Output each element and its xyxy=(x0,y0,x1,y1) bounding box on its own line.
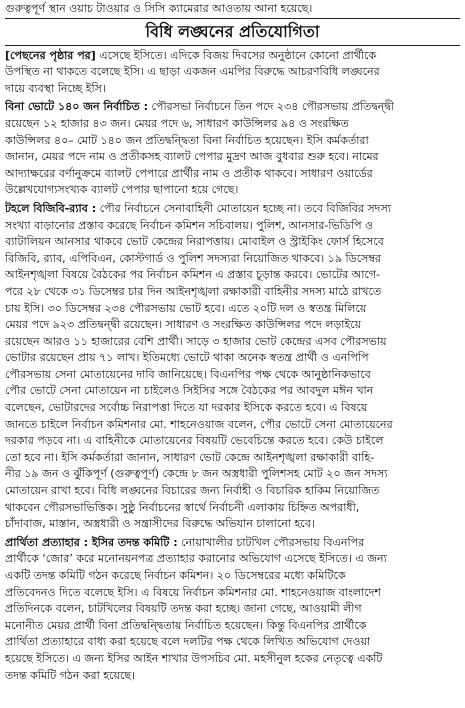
text-line: প্রতিদিনকে বলেন, চাটখিলের বিষয়টি তদন্ত করা হচ্ছে। জানা গেছে, আওয়ামী লীগ xyxy=(5,602,362,616)
article-title: বিধি লঙ্ঘনের প্রতিযোগিতা xyxy=(5,19,460,46)
text-line: তো হবে না। ইসি কর্মকর্তারা জানান, সাধারণ ভোট কেন্দ্রে আইনশৃঙ্খলা রক্ষাকারী বাহি- xyxy=(5,450,375,464)
text-line: চাঁদাবাজ, মাস্তান, অস্ত্রধারী ও সন্ত্রাসীদের বিরুদ্ধে অভিযান চালানো হবে। xyxy=(5,517,315,531)
text-line: বলেছেন, ভোটারদের সর্বোচ্চ নিরাপত্তা দিতে যা দরকার ইসিকে করতে হবে। এ বিষয়ে xyxy=(5,401,368,415)
text-line: কাউন্সিলর ৪০– মোট ১৪০ জন প্রতিদ্বন্দ্বিতা বিনা নির্বাচিত হয়েছেন। ইসি কর্মকর্তারা xyxy=(5,133,369,147)
text-line xyxy=(5,535,460,552)
text-line xyxy=(5,201,460,218)
subheading: প্রার্থিতা প্রত্যাহার : ইসির তদন্ত কমিটি : xyxy=(5,535,178,549)
text-line: আদ্যাক্ষরের বর্ণানুক্রমে ব্যালট পেপারে প্রার্থীর নাম ও প্রতীক থাকবে। সাধারণ ওয়ার্ডের xyxy=(5,166,373,180)
text-span: এসেছে ইসিতে। এদিকে বিজয় দিবসের অনুষ্ঠানে কোনো প্রার্থীকে xyxy=(95,48,377,62)
text-line: ভোটার রয়েছেন প্রায় ৭১ লাখ। ইতিমধ্যে ভোটে থাকা অনেক স্বতন্ত্র প্রার্থী ও এনপিপি xyxy=(5,351,369,365)
text-line: পরে ২৮ থেকে ৩১ ডিসেম্বর চার দিন আইনশৃঙ্খলা রক্ষাকারী বাহিনীর সদস্য মাঠে রাখতে xyxy=(5,284,382,298)
text-span: নোয়াখালীর চাটখিল পৌরসভায় বিএনপির xyxy=(177,535,365,549)
text-line: পৌরসভায় সেনা মোতায়েনের দাবি জানিয়েছে। বিএনপির পক্ষ থেকে আনুষ্ঠানিকভাবে xyxy=(5,367,371,381)
paragraph-security xyxy=(5,201,460,533)
text-line: চায় ইসি। ৩০ ডিসেম্বর ২৩৪ পৌরসভায় ভোট হবে। এতে ২০টি দল ও স্বতন্ত্র মিলিয়ে xyxy=(5,301,367,315)
text-line: পৌর ভোটে সেনা মোতায়েন না চাইলেও সিইসির সঙ্গে বৈঠকের পর আবদুল মঈন খান xyxy=(5,384,374,398)
text-line: রয়েছেন আরও ১১ হাজারের বেশি প্রার্থী। সাড়ে ৩ হাজার ভোট কেন্দ্রের এসব পৌরসভায় xyxy=(5,334,387,348)
text-span: পৌরসভা নির্বাচনে তিন পদে ২৩৪ পৌরসভায় প্রতিদ্বন্দ্বী xyxy=(148,100,394,114)
text-line: দরকার পড়বে না। এ বাহিনীকে মোতায়েনের বিষয়টি ভেবেচিন্তে করতে হবে। কেউ চাইলে xyxy=(5,434,384,448)
text-line: তদন্ত কমিটি গঠন করা হয়েছে। xyxy=(5,668,135,682)
text-line: মনোনীত মেয়র প্রার্থী বিনা প্রতিদ্বন্দ্বিতায় নির্বাচিত হয়েছেন। কিন্তু বিএনপির প্রার্থীকে xyxy=(5,618,367,632)
paragraph-uncontested xyxy=(5,99,460,199)
text-line: প্রতিবেদনও দিতে বলেছে ইসি। এ বিষয়ে নির্বাচন কমিশনার মো. শাহনেওয়াজ বাংলাদেশ xyxy=(5,585,381,599)
text-line: বিজিবি, র‍্যাব, এপিবিএন, কোস্টগার্ড ও পুলিশ সদস্যরা নিয়োজিত থাকবে। ১৯ ডিসেম্বর xyxy=(5,251,381,265)
text-line: উপস্থিত না থাকতে বলেছে ইসি। এ ছাড়া একজন এমপির বিরুদ্ধে আচরণবিধি লঙ্ঘনের xyxy=(5,65,380,79)
text-line: একটি তদন্ত কমিটি গঠন করেছে নির্বাচন কমিশন। ২০ ডিসেম্বরের মধ্যে কমিটিকে xyxy=(5,569,346,582)
text-line xyxy=(5,99,460,116)
subheading: বিনা ভোটে ১৪০ জন নির্বাচিত : xyxy=(5,100,149,114)
paragraph-withdrawal xyxy=(5,535,460,684)
text-line: রয়েছেন ১২ হাজার ৪৩ জন। মেয়র পদে ৬, সাধারণ কাউন্সিলর ৯৪ ও সংরক্ষিত xyxy=(5,116,349,130)
text-line: আইনশৃঙ্খলা বিষয়ে বৈঠকের পর নির্বাচন কমিশন এ প্রস্তাব চূড়ান্ত করবে। ভোটের আগে- xyxy=(5,268,381,282)
text-span: পৌর নির্বাচনে সেনাবাহিনী মোতায়েন হচ্ছে না। তবে বিজিবির সদস্য xyxy=(96,201,391,215)
text-line: প্রার্থিতা প্রত্যাহারে বাধ্য করা হয়েছে বলে দলটির পক্ষ থেকে লিখিত অভিযোগ দেওয়া xyxy=(5,635,371,649)
text-line: জানতে চাইলে নির্বাচন কমিশনার মো. শাহনেওয়াজ বলেন, পৌর ভোটে সেনা মোতায়েনের xyxy=(5,417,393,431)
text-line: নীর ১৯ জন ও ঝুঁকিপূর্ণ (গুরুত্বপূর্ণ) কেন্দ্রে ৮ জন অস্ত্রধারী পুলিশসহ মোট ২০ জন সদস্য xyxy=(5,467,388,481)
continuation-label: [পেছনের পৃষ্ঠার পর] xyxy=(5,48,96,62)
text-line: সংখ্যা বাড়ানোর প্রস্তাব করেছে নির্বাচন কমিশন সচিবালয়। পুলিশ, আনসার-ভিডিপি ও xyxy=(5,218,374,232)
previous-text-line: গুরুত্বপূর্ণ স্থান ওয়াচ টাওয়ার ও সিসি ক্যামেরার আওতায় আনা হয়েছে। xyxy=(5,1,460,19)
text-line: প্রার্থীকে ‘জোর’ করে মনোনয়নপত্র প্রত্যাহার করানোর অভিযোগ এসেছে ইসিতে। এ জন্য xyxy=(5,552,387,566)
text-line: থাকবেন পৌরসভাভিত্তিক। সুষ্ঠু নির্বাচনের স্বার্থে নির্বাচনী এলাকায় চিহ্নিত অপরাধী, xyxy=(5,500,360,514)
text-line: দায়ে ব্যবস্থা নিচ্ছে ইসি। xyxy=(5,81,106,95)
paragraph-intro xyxy=(5,48,460,98)
text-line xyxy=(5,48,460,65)
text-line: উল্লেখযোগ্যসংখ্যক ব্যালট পেপার ছাপানো হয়ে গেছে। xyxy=(5,183,239,197)
text-line: মোতায়েন রাখা হবে। বিধি লঙ্ঘনের বিচারের জন্য নির্বাহী ও বিচারিক হাকিম নিয়োজিত xyxy=(5,484,380,498)
text-line: জানান, মেয়র পদে নাম ও প্রতীকসহ ব্যালট পেপার মুদ্রণ আজ বুধবার শুরু হবে। নামের xyxy=(5,150,379,164)
text-line: হয়েছে ইসিতে। এ জন্য ইসির আইন শাখার উপসচিব মো. মহসীনুল হকের নেতৃত্বে একটি xyxy=(5,651,383,665)
text-line: ব্যাটালিয়ন আনসার থাকবে ভোট কেন্দ্রের নিরাপত্তায়। মোবাইল ও স্ট্রাইকিং ফোর্স হিসেবে xyxy=(5,235,384,249)
text-line: মেয়র পদে ৯২৩ প্রতিদ্বন্দ্বী রয়েছেন। সাধারণ ও সংরক্ষিত কাউন্সিলর পদে লড়াইয়ে xyxy=(5,318,362,332)
subheading: টহলে বিজিবি-র‍্যাব : xyxy=(5,201,97,215)
